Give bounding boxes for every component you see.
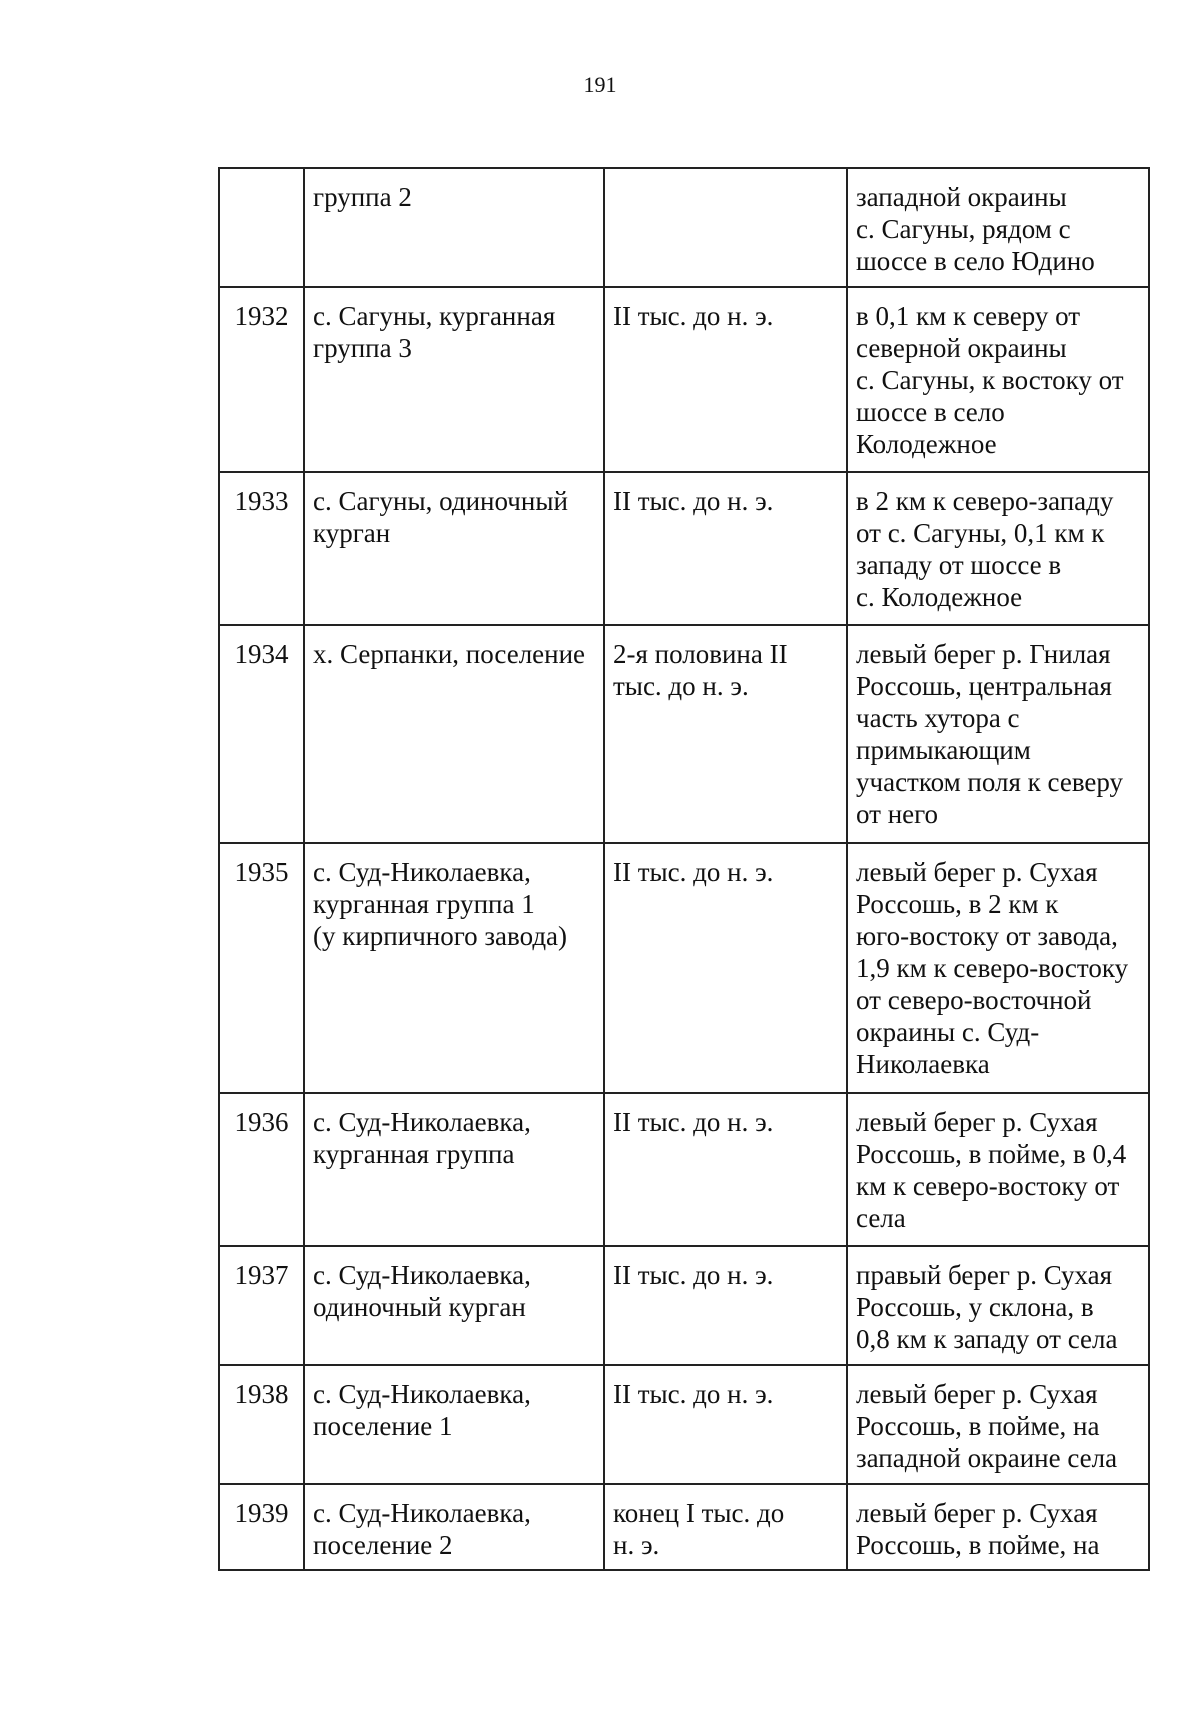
dating-cell: II тыс. до н. э. [604, 1093, 847, 1246]
site-name-cell: группа 2 [304, 168, 604, 287]
site-name-cell: с. Суд-Николаевка, поселение 1 [304, 1365, 604, 1484]
location-cell: левый берег р. Гнилая Россошь, центральная часть хутора с примыкающим участком поля к северу от него [847, 625, 1149, 843]
table-row [219, 168, 1149, 287]
table-row [219, 472, 1149, 625]
table-row [219, 1093, 1149, 1246]
site-name-cell: с. Сагуны, одиночный курган [304, 472, 604, 625]
location-cell: западной окраины с. Сагуны, рядом с шоссе в село Юдино [847, 168, 1149, 287]
row-number-cell: 1937 [219, 1246, 304, 1365]
location-cell: в 2 км к северо-западу от с. Сагуны, 0,1 км к западу от шоссе в с. Колодежное [847, 472, 1149, 625]
table-row [219, 843, 1149, 1093]
location-cell: в 0,1 км к северу от северной окраины с. Сагуны, к востоку от шоссе в село Колодежное [847, 287, 1149, 472]
location-cell: левый берег р. Сухая Россошь, в 2 км к юго-востоку от завода, 1,9 км к северо-востоку от северо-восточной окраины с. Суд- Николаевка [847, 843, 1149, 1093]
row-number-cell [219, 168, 304, 287]
dating-cell [604, 168, 847, 287]
row-number-cell: 1935 [219, 843, 304, 1093]
location-cell: левый берег р. Сухая Россошь, в пойме, на западной окраине села [847, 1365, 1149, 1484]
row-number-cell: 1933 [219, 472, 304, 625]
location-cell: левый берег р. Сухая Россошь, в пойме, в 0,4 км к северо-востоку от села [847, 1093, 1149, 1246]
page-number: 191 [583, 72, 617, 97]
table-row [219, 287, 1149, 472]
row-number-cell: 1938 [219, 1365, 304, 1484]
site-name-cell: с. Суд-Николаевка, курганная группа [304, 1093, 604, 1246]
site-name-cell: с. Суд-Николаевка, поселение 2 [304, 1484, 604, 1570]
row-number-cell: 1939 [219, 1484, 304, 1570]
table-row [219, 625, 1149, 843]
location-cell: правый берег р. Сухая Россошь, у склона, в 0,8 км к западу от села [847, 1246, 1149, 1365]
table-row [219, 1484, 1149, 1570]
heritage-sites-table [218, 167, 1150, 1571]
row-number-cell: 1934 [219, 625, 304, 843]
dating-cell: II тыс. до н. э. [604, 1246, 847, 1365]
site-name-cell: с. Суд-Николаевка, одиночный курган [304, 1246, 604, 1365]
site-name-cell: х. Серпанки, поселение [304, 625, 604, 843]
dating-cell: 2-я половина II тыс. до н. э. [604, 625, 847, 843]
dating-cell: конец I тыс. до н. э. [604, 1484, 847, 1570]
row-number-cell: 1936 [219, 1093, 304, 1246]
site-name-cell: с. Суд-Николаевка, курганная группа 1 (у кирпичного завода) [304, 843, 604, 1093]
dating-cell: II тыс. до н. э. [604, 1365, 847, 1484]
dating-cell: II тыс. до н. э. [604, 472, 847, 625]
dating-cell: II тыс. до н. э. [604, 287, 847, 472]
table-row [219, 1365, 1149, 1484]
dating-cell: II тыс. до н. э. [604, 843, 847, 1093]
row-number-cell: 1932 [219, 287, 304, 472]
site-name-cell: с. Сагуны, курганная группа 3 [304, 287, 604, 472]
table-row [219, 1246, 1149, 1365]
location-cell: левый берег р. Сухая Россошь, в пойме, на [847, 1484, 1149, 1570]
